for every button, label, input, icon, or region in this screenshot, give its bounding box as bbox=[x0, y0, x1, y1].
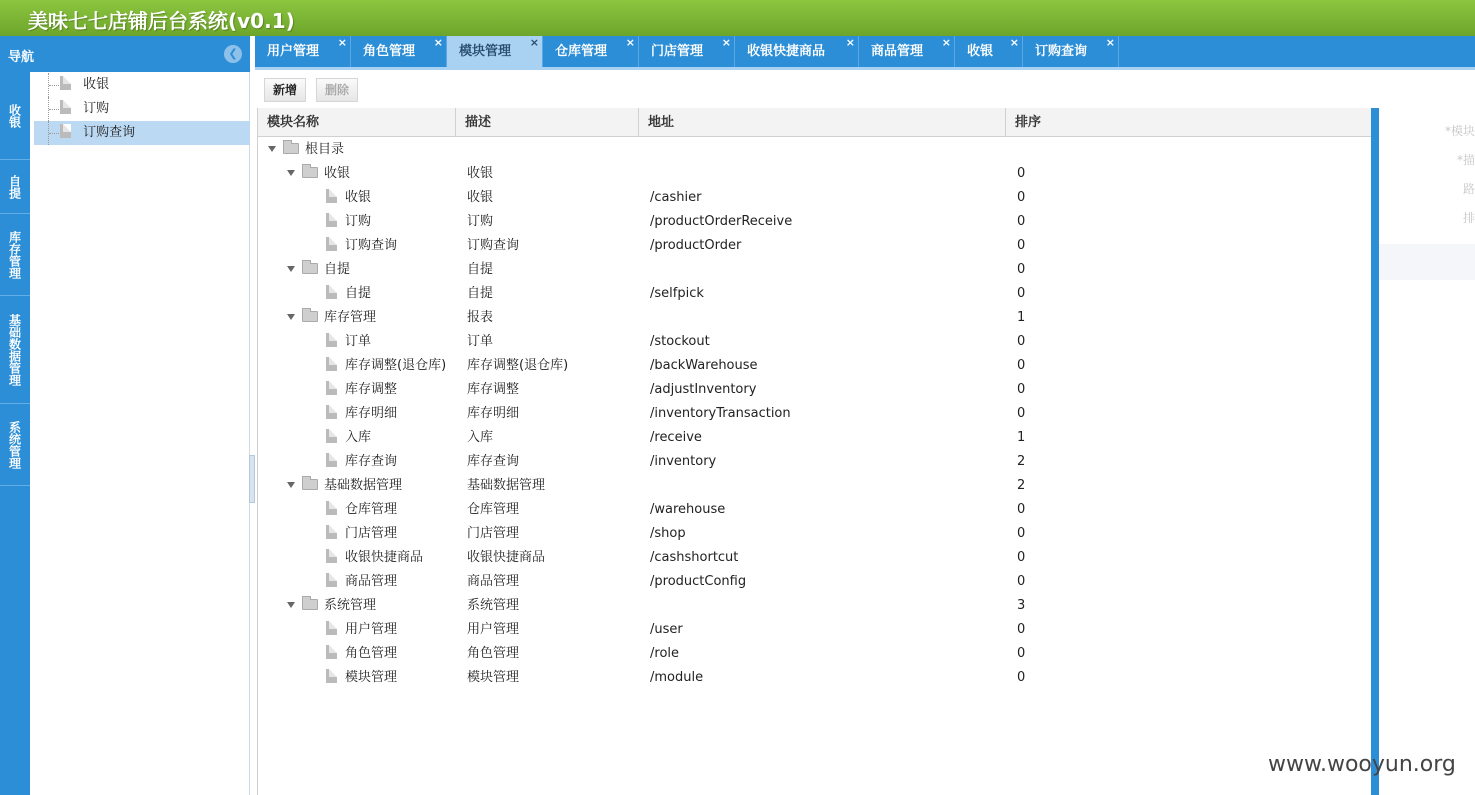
cell-description: 订购查询 bbox=[467, 238, 520, 253]
tab-label: 收银 bbox=[967, 44, 994, 59]
close-icon[interactable]: × bbox=[941, 36, 951, 49]
cell-url: /cashshortcut bbox=[650, 550, 739, 565]
document-icon bbox=[326, 501, 337, 515]
document-icon bbox=[326, 429, 337, 443]
module-name: 根目录 bbox=[305, 142, 345, 157]
document-icon bbox=[326, 669, 337, 683]
cell-module-name bbox=[287, 162, 350, 186]
close-icon[interactable]: × bbox=[1009, 36, 1019, 49]
tab-cash-shortcut[interactable] bbox=[735, 36, 859, 67]
tab-label: 订购查询 bbox=[1035, 44, 1088, 59]
tab-cashier[interactable] bbox=[955, 36, 1023, 67]
expand-toggle-icon[interactable] bbox=[287, 602, 295, 608]
cell-description: 库存调整(退仓库) bbox=[467, 358, 569, 373]
cell-sort: 0 bbox=[1017, 670, 1026, 685]
cell-sort: 0 bbox=[1017, 166, 1026, 181]
grid-header bbox=[258, 108, 1372, 137]
table-row[interactable] bbox=[258, 378, 1372, 402]
table-row[interactable] bbox=[258, 594, 1372, 618]
table-row[interactable] bbox=[258, 666, 1372, 690]
cell-url: /role bbox=[650, 646, 680, 661]
cell-description: 库存调整 bbox=[467, 382, 520, 397]
cell-url: /module bbox=[650, 670, 704, 685]
cell-url: /productConfig bbox=[650, 574, 747, 589]
watermark: www.wooyun.org bbox=[1268, 752, 1456, 777]
tab-module-management[interactable] bbox=[447, 36, 543, 68]
module-name: 库存查询 bbox=[345, 454, 398, 469]
document-icon bbox=[326, 525, 337, 539]
vtab-basedata[interactable]: 基础数据管理 bbox=[0, 296, 30, 404]
document-icon bbox=[60, 100, 71, 114]
cell-description: 用户管理 bbox=[467, 622, 520, 637]
close-icon[interactable]: × bbox=[529, 36, 539, 49]
cell-description: 报表 bbox=[467, 310, 494, 325]
table-row[interactable] bbox=[258, 138, 1372, 162]
close-icon[interactable]: × bbox=[625, 36, 635, 49]
document-icon bbox=[326, 381, 337, 395]
module-name: 库存调整 bbox=[345, 382, 398, 397]
cell-sort: 1 bbox=[1017, 310, 1026, 325]
cell-module-name bbox=[326, 642, 397, 666]
cell-module-name bbox=[326, 378, 397, 402]
cell-sort: 0 bbox=[1017, 286, 1026, 301]
tab-label: 角色管理 bbox=[363, 44, 416, 59]
document-icon bbox=[326, 237, 337, 251]
ghost-label: 排 bbox=[1462, 211, 1475, 225]
cell-sort: 0 bbox=[1017, 190, 1026, 205]
nav-item-label: 收银 bbox=[83, 77, 110, 92]
cell-url: /receive bbox=[650, 430, 702, 445]
cell-url: /warehouse bbox=[650, 502, 726, 517]
cell-description: 门店管理 bbox=[467, 526, 520, 541]
tab-bar bbox=[255, 36, 1475, 68]
close-icon[interactable]: × bbox=[721, 36, 731, 49]
cell-description: 收银 bbox=[467, 190, 494, 205]
cell-module-name bbox=[326, 330, 371, 354]
module-name: 订购 bbox=[345, 214, 372, 229]
document-icon bbox=[326, 213, 337, 227]
cell-description: 角色管理 bbox=[467, 646, 520, 661]
document-icon bbox=[326, 333, 337, 347]
cell-module-name bbox=[326, 426, 371, 450]
cell-module-name bbox=[287, 474, 402, 498]
cell-description: 订购 bbox=[467, 214, 494, 229]
cell-url: /shop bbox=[650, 526, 686, 541]
tab-warehouse-management[interactable] bbox=[543, 36, 639, 67]
module-name: 仓库管理 bbox=[345, 502, 398, 517]
module-name: 订单 bbox=[345, 334, 372, 349]
cell-module-name bbox=[326, 354, 446, 378]
document-icon bbox=[326, 621, 337, 635]
cell-url: /inventoryTransaction bbox=[650, 406, 791, 421]
document-icon bbox=[326, 189, 337, 203]
document-icon bbox=[326, 645, 337, 659]
table-row[interactable] bbox=[258, 306, 1372, 330]
cell-module-name bbox=[268, 138, 344, 162]
column-header-url[interactable]: 地址 bbox=[639, 108, 1006, 137]
cell-module-name bbox=[326, 186, 371, 210]
cell-module-name bbox=[326, 666, 397, 690]
cell-sort: 0 bbox=[1017, 406, 1026, 421]
module-name: 收银 bbox=[324, 166, 351, 181]
cell-url: /selfpick bbox=[650, 286, 704, 301]
table-row[interactable] bbox=[258, 498, 1372, 522]
table-row[interactable] bbox=[258, 546, 1372, 570]
tab-product-management[interactable] bbox=[859, 36, 955, 67]
module-name: 用户管理 bbox=[345, 622, 398, 637]
cell-description: 基础数据管理 bbox=[467, 478, 546, 493]
cell-sort: 0 bbox=[1017, 502, 1026, 517]
expand-toggle-icon[interactable] bbox=[287, 266, 295, 272]
cell-url: /adjustInventory bbox=[650, 382, 757, 397]
add-button[interactable]: 新增 bbox=[264, 78, 306, 102]
folder-icon bbox=[302, 167, 318, 178]
ghost-label: 路 bbox=[1462, 182, 1475, 196]
cell-sort: 2 bbox=[1017, 454, 1026, 469]
table-row[interactable] bbox=[258, 474, 1372, 498]
delete-button[interactable]: 删除 bbox=[316, 78, 358, 102]
tab-label: 收银快捷商品 bbox=[747, 44, 826, 59]
cell-url: /productOrderReceive bbox=[650, 214, 793, 229]
close-icon[interactable]: × bbox=[433, 36, 443, 49]
nav-item-label: 订购查询 bbox=[83, 125, 136, 140]
cell-sort: 0 bbox=[1017, 262, 1026, 277]
document-icon bbox=[326, 405, 337, 419]
cell-module-name bbox=[326, 450, 397, 474]
cell-description: 收银 bbox=[467, 166, 494, 181]
module-name: 库存调整(退仓库) bbox=[345, 358, 447, 373]
cell-description: 自提 bbox=[467, 286, 494, 301]
cell-description: 模块管理 bbox=[467, 670, 520, 685]
nav-item-cashier[interactable] bbox=[34, 73, 250, 97]
vtab-inventory[interactable]: 库存管理 bbox=[0, 214, 30, 296]
tab-label: 用户管理 bbox=[267, 44, 320, 59]
folder-icon bbox=[302, 311, 318, 322]
cell-sort: 0 bbox=[1017, 526, 1026, 541]
cell-module-name bbox=[326, 498, 397, 522]
close-icon[interactable]: × bbox=[337, 36, 347, 49]
table-row[interactable] bbox=[258, 162, 1372, 186]
nav-tree bbox=[34, 73, 250, 145]
cell-sort: 3 bbox=[1017, 598, 1026, 613]
document-icon bbox=[326, 453, 337, 467]
toolbar bbox=[255, 70, 1475, 108]
cell-url: /user bbox=[650, 622, 683, 637]
document-icon bbox=[326, 357, 337, 371]
table-row[interactable] bbox=[258, 570, 1372, 594]
cell-url: /productOrder bbox=[650, 238, 742, 253]
cell-sort: 2 bbox=[1017, 478, 1026, 493]
table-row[interactable] bbox=[258, 642, 1372, 666]
expand-toggle-icon[interactable] bbox=[287, 314, 295, 320]
cell-sort: 0 bbox=[1017, 358, 1026, 373]
ghost-label: *模块 bbox=[1444, 124, 1475, 138]
ghost-band bbox=[1379, 244, 1475, 280]
module-name: 入库 bbox=[345, 430, 372, 445]
folder-icon bbox=[302, 599, 318, 610]
cell-module-name bbox=[326, 618, 397, 642]
module-name: 模块管理 bbox=[345, 670, 398, 685]
tab-label: 商品管理 bbox=[871, 44, 924, 59]
cell-description: 库存查询 bbox=[467, 454, 520, 469]
vtab-cashier[interactable]: 收银 bbox=[0, 72, 30, 160]
table-row[interactable] bbox=[258, 210, 1372, 234]
tree-line bbox=[48, 73, 60, 97]
cell-sort: 0 bbox=[1017, 622, 1026, 637]
expand-toggle-icon[interactable] bbox=[287, 170, 295, 176]
expand-toggle-icon[interactable] bbox=[287, 482, 295, 488]
table-row[interactable] bbox=[258, 426, 1372, 450]
cell-sort: 0 bbox=[1017, 550, 1026, 565]
cell-description: 商品管理 bbox=[467, 574, 520, 589]
cell-url: /inventory bbox=[650, 454, 717, 469]
table-row[interactable] bbox=[258, 258, 1372, 282]
cell-description: 自提 bbox=[467, 262, 494, 277]
cell-module-name bbox=[326, 546, 423, 570]
cell-sort: 0 bbox=[1017, 382, 1026, 397]
module-name: 收银快捷商品 bbox=[345, 550, 424, 565]
module-name: 基础数据管理 bbox=[324, 478, 403, 493]
right-panel-bar bbox=[1371, 108, 1379, 795]
module-name: 自提 bbox=[324, 262, 351, 277]
table-row[interactable] bbox=[258, 450, 1372, 474]
tab-shop-management[interactable] bbox=[639, 36, 735, 67]
faded-form-panel bbox=[1379, 108, 1475, 795]
module-name: 角色管理 bbox=[345, 646, 398, 661]
document-icon bbox=[60, 124, 71, 138]
module-name: 自提 bbox=[345, 286, 372, 301]
column-header-desc[interactable]: 描述 bbox=[456, 108, 639, 137]
cell-description: 订单 bbox=[467, 334, 494, 349]
tree-line bbox=[48, 97, 60, 121]
tree-line bbox=[48, 121, 60, 145]
module-name: 库存管理 bbox=[324, 310, 377, 325]
app-title: 美味七七店铺后台系统(v0.1) bbox=[28, 9, 295, 33]
cell-sort: 0 bbox=[1017, 214, 1026, 229]
tab-role-management[interactable] bbox=[351, 36, 447, 67]
title-bar bbox=[0, 0, 1475, 36]
cell-module-name bbox=[326, 234, 397, 258]
nav-item-order[interactable] bbox=[34, 97, 250, 121]
tab-label: 门店管理 bbox=[651, 44, 704, 59]
tab-order-query[interactable] bbox=[1023, 36, 1119, 67]
cell-module-name bbox=[326, 570, 397, 594]
cell-url: /backWarehouse bbox=[650, 358, 758, 373]
cell-sort: 0 bbox=[1017, 334, 1026, 349]
module-name: 订购查询 bbox=[345, 238, 398, 253]
module-tree-grid bbox=[257, 108, 1371, 795]
cell-url: /stockout bbox=[650, 334, 710, 349]
column-header-sort[interactable]: 排序 bbox=[1015, 115, 1042, 130]
nav-item-order-query[interactable] bbox=[34, 121, 250, 145]
nav-item-label: 订购 bbox=[83, 101, 110, 116]
table-row[interactable] bbox=[258, 522, 1372, 546]
table-row[interactable] bbox=[258, 402, 1372, 426]
tab-user-management[interactable] bbox=[255, 36, 351, 67]
module-name: 库存明细 bbox=[345, 406, 398, 421]
cell-module-name bbox=[326, 522, 397, 546]
vtab-system[interactable]: 系统管理 bbox=[0, 404, 30, 486]
cell-url: /cashier bbox=[650, 190, 702, 205]
vtab-selfpick[interactable]: 自提 bbox=[0, 160, 30, 214]
expand-toggle-icon[interactable] bbox=[268, 146, 276, 152]
tab-label: 仓库管理 bbox=[555, 44, 608, 59]
table-row[interactable] bbox=[258, 354, 1372, 378]
cell-module-name bbox=[326, 282, 371, 306]
panel-splitter[interactable] bbox=[249, 455, 255, 503]
document-icon bbox=[326, 285, 337, 299]
cell-sort: 1 bbox=[1017, 430, 1026, 445]
cell-sort: 0 bbox=[1017, 646, 1026, 661]
cell-sort: 0 bbox=[1017, 238, 1026, 253]
document-icon bbox=[60, 76, 71, 90]
table-row[interactable] bbox=[258, 186, 1372, 210]
folder-icon bbox=[283, 143, 299, 154]
tab-label: 模块管理 bbox=[459, 44, 512, 59]
cell-description: 仓库管理 bbox=[467, 502, 520, 517]
ghost-label: *描 bbox=[1456, 153, 1475, 167]
module-name: 门店管理 bbox=[345, 526, 398, 541]
column-header-name[interactable]: 模块名称 bbox=[258, 108, 456, 137]
cell-module-name bbox=[326, 210, 371, 234]
vertical-accordion bbox=[0, 36, 30, 795]
folder-icon bbox=[302, 263, 318, 274]
document-icon bbox=[326, 549, 337, 563]
module-name: 商品管理 bbox=[345, 574, 398, 589]
cell-description: 系统管理 bbox=[467, 598, 520, 613]
cell-module-name bbox=[287, 594, 376, 618]
folder-icon bbox=[302, 479, 318, 490]
close-icon[interactable]: × bbox=[1105, 36, 1115, 49]
close-icon[interactable]: × bbox=[845, 36, 855, 49]
cell-description: 入库 bbox=[467, 430, 494, 445]
nav-header-label: 导航 bbox=[8, 50, 35, 65]
collapse-left-icon[interactable]: ❮ bbox=[224, 45, 242, 63]
table-row[interactable] bbox=[258, 618, 1372, 642]
cell-description: 库存明细 bbox=[467, 406, 520, 421]
table-row[interactable] bbox=[258, 282, 1372, 306]
module-name: 收银 bbox=[345, 190, 372, 205]
table-row[interactable] bbox=[258, 234, 1372, 258]
document-icon bbox=[326, 573, 337, 587]
table-row[interactable] bbox=[258, 330, 1372, 354]
nav-header bbox=[0, 36, 250, 72]
cell-module-name bbox=[326, 402, 397, 426]
cell-module-name bbox=[287, 258, 350, 282]
cell-module-name bbox=[287, 306, 376, 330]
module-name: 系统管理 bbox=[324, 598, 377, 613]
cell-sort: 0 bbox=[1017, 574, 1026, 589]
cell-description: 收银快捷商品 bbox=[467, 550, 546, 565]
